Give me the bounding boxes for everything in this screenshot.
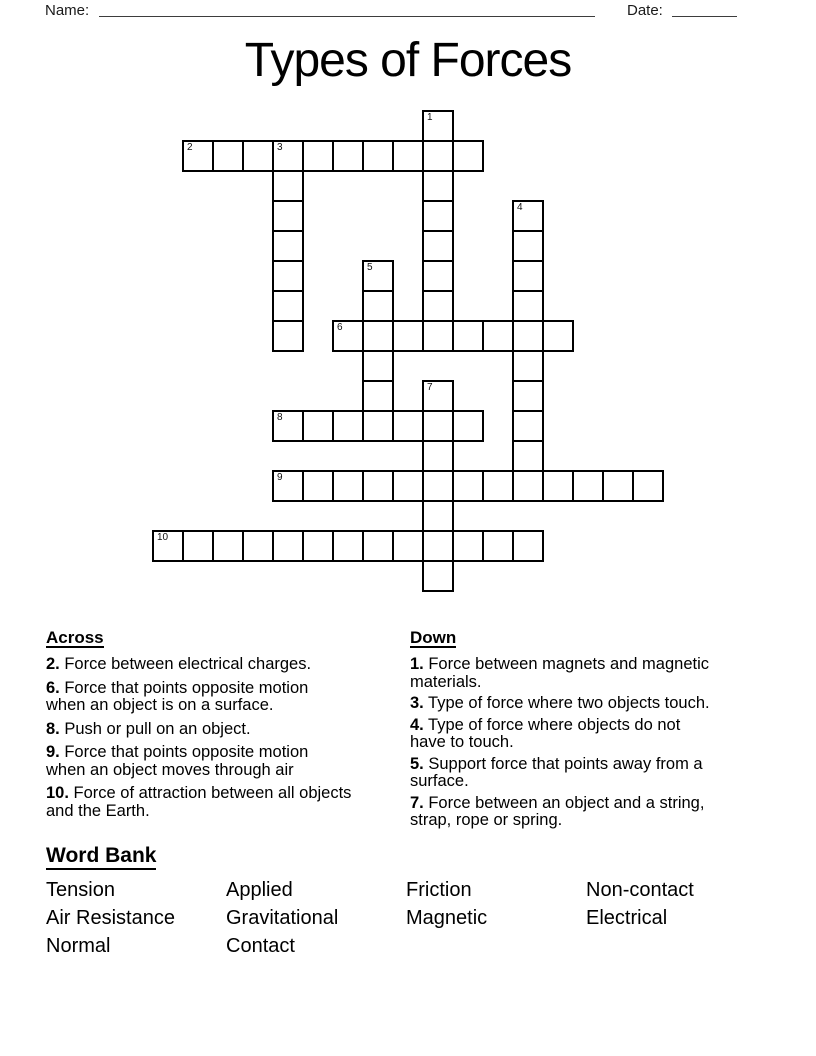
grid-cell[interactable]	[272, 260, 304, 292]
grid-cell[interactable]	[272, 200, 304, 232]
grid-cell[interactable]	[452, 530, 484, 562]
word-bank-word: Tension	[46, 879, 115, 901]
word-bank-word: Magnetic	[406, 907, 488, 929]
clue-number: 5.	[410, 754, 424, 773]
grid-cell[interactable]	[512, 440, 544, 472]
grid-cell[interactable]	[362, 140, 394, 172]
grid-cell[interactable]	[302, 140, 334, 172]
grid-cell[interactable]	[422, 260, 454, 292]
grid-cell[interactable]	[422, 320, 454, 352]
grid-cell[interactable]	[422, 200, 454, 232]
word-bank-word: Normal	[46, 935, 111, 957]
grid-cell[interactable]	[572, 470, 604, 502]
clue-number: 6.	[46, 678, 60, 697]
clue-number: 2.	[46, 655, 60, 673]
clue-number-label: 1	[427, 112, 433, 123]
clue-number-label: 3	[277, 142, 283, 153]
grid-cell[interactable]	[302, 530, 334, 562]
grid-cell[interactable]	[512, 350, 544, 382]
grid-cell[interactable]	[482, 470, 514, 502]
word-bank-word: Contact	[226, 935, 295, 957]
date-label: Date:	[627, 2, 663, 19]
clue-number: 9.	[46, 743, 60, 761]
grid-cell[interactable]	[422, 290, 454, 322]
clue-number-label: 8	[277, 412, 283, 423]
grid-cell[interactable]	[422, 560, 454, 592]
word-bank-word: Electrical	[586, 907, 668, 929]
date-input-line[interactable]	[672, 3, 737, 17]
clue-number: 10.	[46, 784, 69, 802]
grid-cell[interactable]	[452, 140, 484, 172]
grid-cell[interactable]	[362, 260, 394, 292]
grid-cell[interactable]	[422, 230, 454, 262]
across-heading-row	[46, 629, 408, 648]
grid-cell[interactable]	[512, 380, 544, 412]
grid-cell[interactable]	[452, 320, 484, 352]
down-heading: Down	[410, 628, 457, 647]
grid-cell[interactable]	[272, 170, 304, 202]
grid-cell[interactable]	[392, 530, 424, 562]
clue-item: 3. Type of force where two objects touch.	[410, 694, 710, 712]
grid-cell[interactable]	[242, 140, 274, 172]
word-bank-word: Non-contact	[586, 879, 694, 901]
grid-cell[interactable]	[512, 320, 544, 352]
grid-cell[interactable]	[512, 200, 544, 232]
grid-cell[interactable]	[332, 530, 364, 562]
word-bank-word: Applied	[226, 879, 293, 901]
grid-cell[interactable]	[332, 410, 364, 442]
grid-cell[interactable]	[362, 410, 394, 442]
clue-number: 8.	[46, 719, 60, 738]
grid-cell[interactable]	[422, 380, 454, 412]
clue-number: 3.	[410, 694, 424, 712]
grid-cell[interactable]	[272, 290, 304, 322]
grid-cell[interactable]	[422, 440, 454, 472]
grid-cell[interactable]	[422, 470, 454, 502]
word-bank-word: Gravitational	[226, 907, 339, 929]
grid-cell[interactable]	[512, 290, 544, 322]
grid-cell[interactable]	[542, 320, 574, 352]
grid-cell[interactable]	[212, 140, 244, 172]
clue-item: 9. Force that points opposite motion when an object moves through air	[46, 743, 309, 779]
page-title: Types of Forces	[244, 34, 572, 87]
clue-item: 8. Push or pull on an object.	[46, 719, 251, 738]
grid-cell[interactable]	[422, 140, 454, 172]
grid-cell[interactable]	[512, 470, 544, 502]
across-clue-list	[46, 656, 408, 820]
word-bank-word: Friction	[406, 879, 472, 901]
grid-cell[interactable]	[422, 170, 454, 202]
grid-cell[interactable]	[272, 530, 304, 562]
name-input-line[interactable]	[99, 3, 595, 17]
word-bank-word: Air Resistance	[46, 907, 175, 929]
across-heading: Across	[46, 628, 104, 647]
clue-number-label: 10	[157, 532, 169, 543]
grid-cell[interactable]	[392, 410, 424, 442]
grid-cell[interactable]	[182, 140, 214, 172]
grid-cell[interactable]	[512, 530, 544, 562]
grid-cell[interactable]	[272, 230, 304, 262]
grid-cell[interactable]	[152, 530, 184, 562]
grid-cell[interactable]	[362, 350, 394, 382]
down-clue-list	[410, 656, 790, 830]
grid-cell[interactable]	[392, 470, 424, 502]
word-bank	[46, 845, 766, 960]
grid-cell[interactable]	[482, 320, 514, 352]
grid-cell[interactable]	[392, 140, 424, 172]
clue-item: 1. Force between magnets and magnetic materials.	[410, 655, 710, 691]
crossword-grid	[152, 110, 664, 592]
word-bank-heading: Word Bank	[46, 845, 156, 870]
grid-cell[interactable]	[332, 470, 364, 502]
grid-cell[interactable]	[272, 410, 304, 442]
clue-item: 2. Force between electrical charges.	[46, 655, 312, 673]
clue-item: 6. Force that points opposite motion when an object is on a surface.	[46, 678, 309, 714]
grid-cell[interactable]	[182, 530, 214, 562]
grid-cell[interactable]	[362, 470, 394, 502]
word-bank-heading-row	[46, 845, 766, 870]
clue-number-label: 4	[517, 202, 523, 213]
clue-number-label: 5	[367, 262, 373, 273]
clue-item: 7. Force between an object and a string, strap, rope or spring.	[410, 793, 705, 829]
clue-number-label: 9	[277, 472, 283, 483]
grid-cell[interactable]	[212, 530, 244, 562]
grid-cell[interactable]	[362, 530, 394, 562]
grid-cell[interactable]	[482, 530, 514, 562]
grid-cell[interactable]	[272, 320, 304, 352]
grid-cell[interactable]	[452, 410, 484, 442]
grid-cell[interactable]	[632, 470, 664, 502]
grid-cell[interactable]	[512, 230, 544, 262]
down-clues-section	[410, 629, 790, 834]
grid-cell[interactable]	[392, 320, 424, 352]
grid-cell[interactable]	[362, 380, 394, 412]
grid-cell[interactable]	[422, 530, 454, 562]
clue-number-label: 2	[187, 142, 193, 153]
clue-item: 4. Type of force where objects do not have to touch.	[410, 715, 681, 751]
word-bank-grid	[46, 876, 766, 960]
clue-number: 7.	[410, 793, 424, 812]
grid-cell[interactable]	[362, 290, 394, 322]
clue-number-label: 7	[427, 382, 433, 393]
grid-cell[interactable]	[422, 410, 454, 442]
grid-cell[interactable]	[362, 320, 394, 352]
grid-cell[interactable]	[242, 530, 274, 562]
clue-number: 1.	[410, 655, 424, 673]
grid-cell[interactable]	[452, 470, 484, 502]
name-label: Name:	[45, 2, 90, 19]
grid-cell[interactable]	[332, 140, 364, 172]
grid-cell[interactable]	[422, 500, 454, 532]
clue-item: 5. Support force that points away from a surface.	[410, 754, 703, 790]
grid-cell[interactable]	[272, 470, 304, 502]
grid-cell[interactable]	[512, 260, 544, 292]
grid-cell[interactable]	[332, 320, 364, 352]
clue-item: 10. Force of attraction between all objects and the Earth.	[46, 784, 352, 820]
grid-cell[interactable]	[302, 410, 334, 442]
across-clues-section	[46, 629, 408, 826]
grid-cell[interactable]	[272, 140, 304, 172]
grid-cell[interactable]	[542, 470, 574, 502]
clue-number-label: 6	[337, 322, 343, 333]
down-heading-row	[410, 629, 790, 648]
grid-cell[interactable]	[422, 110, 454, 142]
grid-cell[interactable]	[512, 410, 544, 442]
clue-number: 4.	[410, 715, 424, 734]
grid-cell[interactable]	[302, 470, 334, 502]
grid-cell[interactable]	[602, 470, 634, 502]
